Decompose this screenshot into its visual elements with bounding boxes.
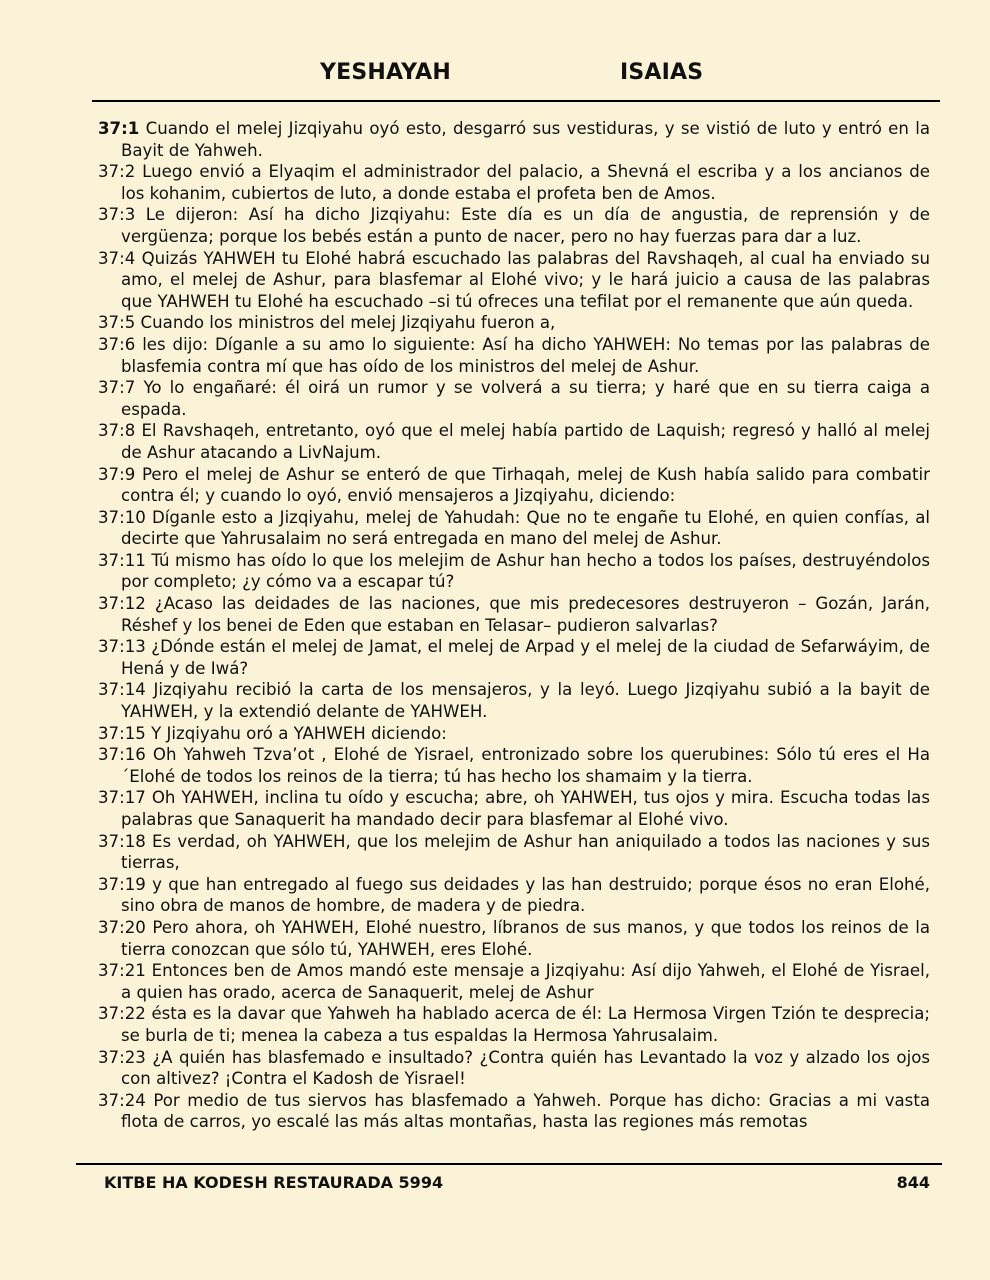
verse-number: 37:19 xyxy=(98,874,146,894)
verse-text: Por medio de tus siervos has blasfemado a Yahweh. Porque has dicho: Gracias a mi vasta flota de carros, yo escalé las más altas montañas, hasta las regiones más remotas xyxy=(121,1090,930,1132)
footer-book-title: KITBE HA KODESH RESTAURADA 5994 xyxy=(104,1173,444,1192)
verse xyxy=(98,1003,930,1046)
verse xyxy=(98,507,930,550)
verse-number: 37:15 xyxy=(98,723,146,743)
verse-text: Pero ahora, oh YAHWEH, Elohé nuestro, líbranos de sus manos, y que todos los reinos de la tierra conozcan que sólo tú, YAHWEH, eres Elohé. xyxy=(121,917,930,959)
verse xyxy=(98,679,930,722)
verse xyxy=(98,831,930,874)
verse-text: Yo lo engañaré: él oirá un rumor y se volverá a su tierra; y haré que en su tierra caiga a espada. xyxy=(121,378,930,419)
verse-text: Y Jizqiyahu oró a YAHWEH diciendo: xyxy=(151,723,447,743)
verse xyxy=(98,420,930,463)
verse xyxy=(98,636,930,679)
verse xyxy=(98,917,930,960)
verse-number: 37:16 xyxy=(98,745,146,765)
verse xyxy=(98,550,930,593)
verse-text: ¿Acaso las deidades de las naciones, que mis predecesores destruyeron – Gozán, Jarán, Réshef y los benei de Eden que estaban en Telasar– pudieron salvarlas? xyxy=(121,594,930,635)
verse-text: Pero el melej de Ashur se enteró de que Tirhaqah, melej de Kush había salido para combatir contra él; y cuando lo oyó, envió mensajeros a Jizqiyahu, diciendo: xyxy=(121,464,930,506)
verse xyxy=(98,248,930,313)
header-left-title: YESHAYAH xyxy=(320,60,452,85)
verse-text: Luego envió a Elyaqim el administrador del palacio, a Shevná el escriba y a los ancianos de los kohanim, cubiertos de luto, a donde estaba el profeta ben de Amos. xyxy=(121,162,930,203)
verse xyxy=(98,744,930,787)
verse-text: ésta es la davar que Yahweh ha hablado acerca de él: La Hermosa Virgen Tzión te desprecia; se burla de ti; menea la cabeza a tus espaldas la Hermosa Yahrusalaim. xyxy=(121,1004,930,1045)
verse-number: 37:9 xyxy=(98,464,136,484)
verse xyxy=(98,874,930,917)
verse xyxy=(98,118,930,161)
verse xyxy=(98,960,930,1003)
verse-number: 37:14 xyxy=(98,680,146,700)
verse-text: ¿A quién has blasfemado e insultado? ¿Contra quién has Levantado la voz y alzado los ojos con altivez? ¡Contra el Kadosh de Yisrael! xyxy=(121,1047,930,1089)
verse xyxy=(98,593,930,636)
verse xyxy=(98,161,930,204)
verse-number: 37:1 xyxy=(98,119,140,138)
verse-number: 37:3 xyxy=(98,205,136,225)
header-right-title: ISAIAS xyxy=(620,60,704,85)
verse xyxy=(98,204,930,247)
verse-number: 37:10 xyxy=(98,507,146,527)
verse-number: 37:20 xyxy=(98,917,146,937)
verse-number: 37:11 xyxy=(98,550,146,570)
verse-text: Oh Yahweh Tzva’ot , Elohé de Yisrael, entronizado sobre los querubines: Sólo tú eres el Ha´Elohé de todos los reinos de la tierra; tú has hecho los shamaim y la tierra. xyxy=(121,745,931,786)
verse-number: 37:17 xyxy=(98,788,146,808)
verse-number: 37:4 xyxy=(98,248,136,268)
verse-number: 37:6 xyxy=(98,334,136,354)
verse-number: 37:7 xyxy=(98,378,136,398)
verse xyxy=(98,377,930,420)
verse-text: les dijo: Díganle a su amo lo siguiente: Así ha dicho YAHWEH: No temas por las palabras de blasfemia contra mí que has oído de los ministros del melej de Ashur. xyxy=(121,334,931,376)
verse-number: 37:22 xyxy=(98,1004,146,1024)
verse-text: Quizás YAHWEH tu Elohé habrá escuchado las palabras del Ravshaqeh, al cual ha enviado su amo, el melej de Ashur, para blasfemar al Elohé vivo; y le hará juicio a causa de las palabras que YAHWEH tu Elohé ha escuchado –si tú ofreces una tefilat por el remanente que aún queda. xyxy=(121,248,930,311)
verse xyxy=(98,1090,930,1133)
verse-text: y que han entregado al fuego sus deidades y las han destruido; porque ésos no eran Elohé, sino obra de manos de hombre, de madera y de piedra. xyxy=(121,874,930,916)
verse-text: Entonces ben de Amos mandó este mensaje a Jizqiyahu: Así dijo Yahweh, el Elohé de Yisrael, a quien has orado, acerca de Sanaquerit, melej de Ashur xyxy=(121,961,930,1002)
verse-text: Jizqiyahu recibió la carta de los mensajeros, y la leyó. Luego Jizqiyahu subió a la bayit de YAHWEH, y la extendió delante de YAHWEH. xyxy=(121,680,930,722)
page-footer xyxy=(76,1163,942,1205)
verse-number: 37:2 xyxy=(98,162,136,182)
verse-number: 37:8 xyxy=(98,421,136,441)
verse-text: ¿Dónde están el melej de Jamat, el melej de Arpad y el melej de la ciudad de Sefarwáyim, de Hená y de Iwá? xyxy=(121,637,931,678)
verse-list xyxy=(98,118,930,1133)
verse xyxy=(98,723,930,745)
verse-number: 37:5 xyxy=(98,313,136,333)
page-number: 844 xyxy=(896,1173,930,1192)
verse-text: Le dijeron: Así ha dicho Jizqiyahu: Este día es un día de angustia, de reprensión y de vergüenza; porque los bebés están a punto de nacer, pero no hay fuerzas para dar a luz. xyxy=(121,205,930,246)
verse-text: Tú mismo has oído lo que los melejim de Ashur han hecho a todos los países, destruyéndolos por completo; ¿y cómo va a escapar tú? xyxy=(121,550,930,592)
verse-text: El Ravshaqeh, entretanto, oyó que el melej había partido de Laquish; regresó y halló al melej de Ashur atacando a LivNajum. xyxy=(121,421,931,462)
verse-text: Oh YAHWEH, inclina tu oído y escucha; abre, oh YAHWEH, tus ojos y mira. Escucha todas las palabras que Sanaquerit ha mandado decir para blasfemar al Elohé vivo. xyxy=(121,788,930,829)
verse xyxy=(98,1047,930,1090)
verse-text: Cuando los ministros del melej Jizqiyahu fueron a, xyxy=(140,313,556,333)
verse xyxy=(98,312,930,334)
verse-number: 37:21 xyxy=(98,961,146,981)
verse-number: 37:23 xyxy=(98,1047,146,1067)
verse-number: 37:12 xyxy=(98,594,146,614)
verse-number: 37:13 xyxy=(98,637,146,657)
verse-text: Cuando el melej Jizqiyahu oyó esto, desgarró sus vestiduras, y se vistió de luto y entró en la Bayit de Yahweh. xyxy=(121,119,930,160)
verse xyxy=(98,464,930,507)
verse xyxy=(98,334,930,377)
verse-text: Es verdad, oh YAHWEH, que los melejim de Ashur han aniquilado a todos las naciones y sus tierras, xyxy=(121,831,930,873)
page-header xyxy=(92,58,940,102)
verse-text: Díganle esto a Jizqiyahu, melej de Yahudah: Que no te engañe tu Elohé, en quien confías, al decirte que Yahrusalaim no será entregada en mano del melej de Ashur. xyxy=(121,507,930,549)
verse-number: 37:24 xyxy=(98,1090,146,1110)
verse-number: 37:18 xyxy=(98,831,146,851)
verse xyxy=(98,787,930,830)
